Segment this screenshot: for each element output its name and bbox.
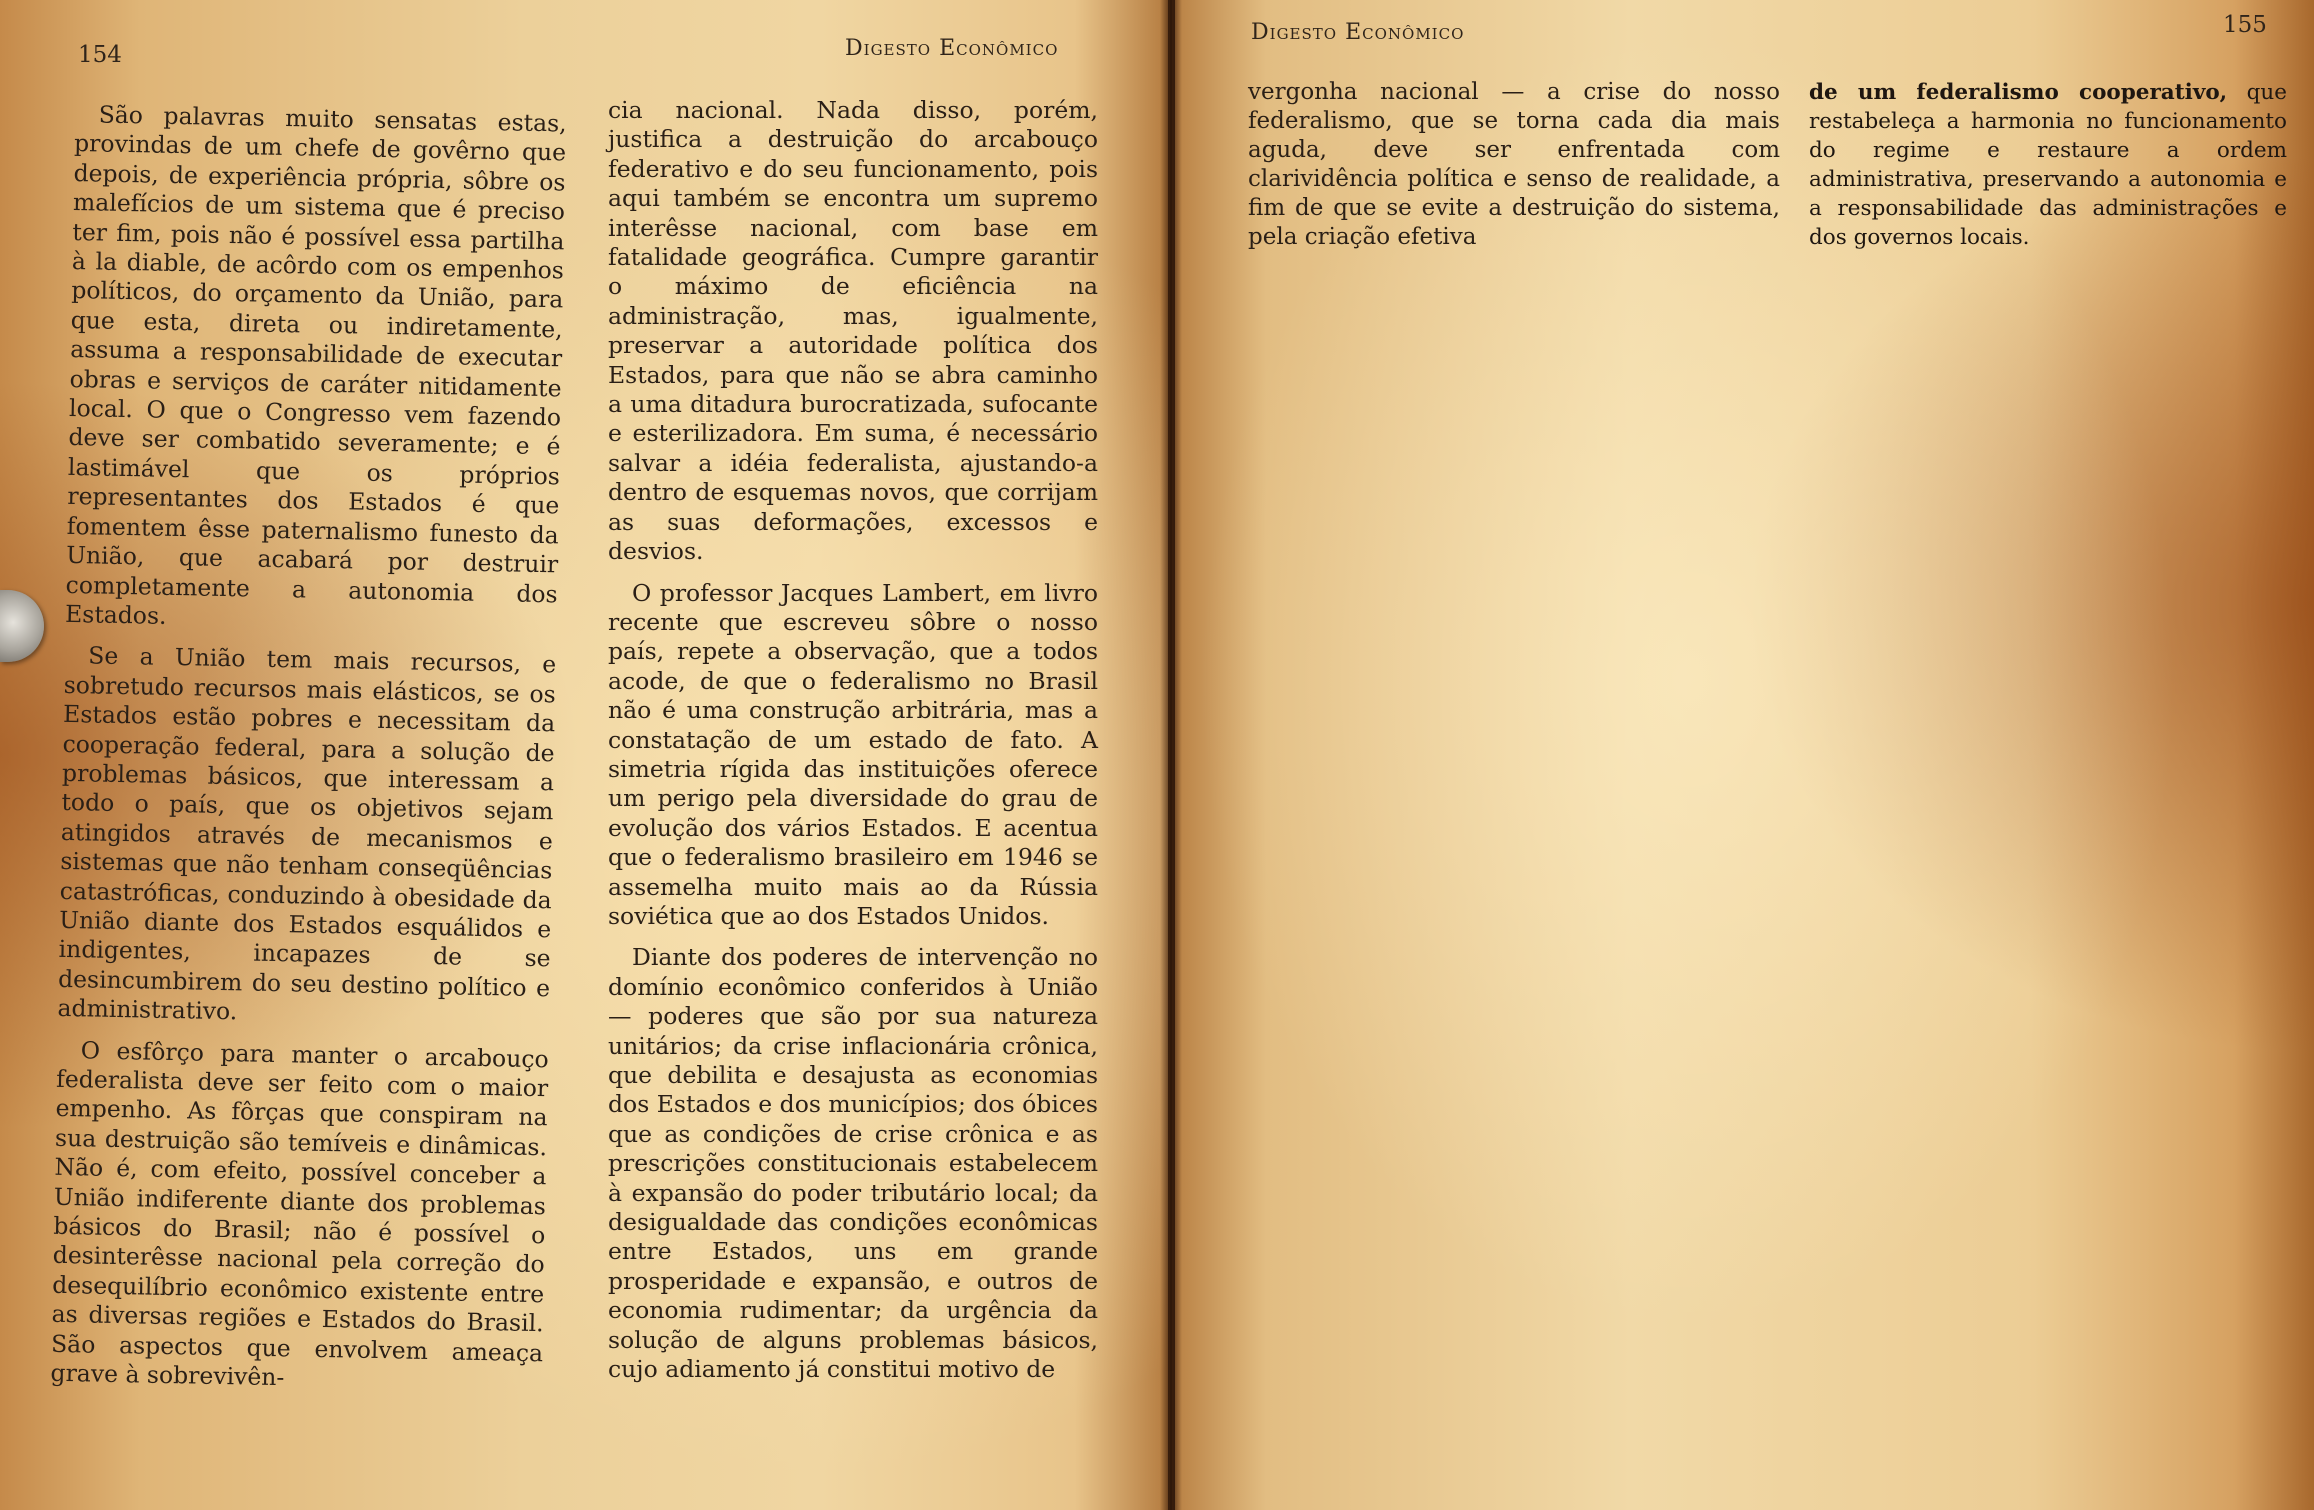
running-head-right: Digesto Econômico (1251, 20, 1465, 45)
book-gutter (1160, 0, 1182, 1510)
right-column-2 (1809, 78, 2287, 264)
paragraph-rest: que restabeleça a harmonia no funcionamento do regime e restaure a ordem administrativa, preservando a autonomia e a responsabilidade das administrações e dos governos locais. (1809, 80, 2287, 250)
paragraph: vergonha nacional — a crise do nosso federalismo, que se torna cada dia mais aguda, deve ser enfrentada com clarividência política e senso de realidade, a fim de que se evite a destruição do sistema, pela criação efetiva (1248, 79, 1780, 250)
right-page (1175, 0, 2314, 1510)
page-number-left: 154 (78, 42, 122, 68)
page-number-right: 155 (2223, 12, 2267, 38)
paragraph: São palavras muito sensatas estas, provindas de um chefe de govêrno que depois, de experiência própria, sôbre os malefícios de um sistema que é preciso ter fim, pois não é possível essa partilha à la diable, de acôrdo com os empenhos políticos, do orçamento da União, para que esta, direta ou indiretamente, assuma a responsabilidade de executar obras e serviços de caráter nitidamente local. O que o Congresso vem fazendo deve ser combatido severamente; e é lastimável que os próprios representantes dos Estados é que fomentem êsse paternalismo funesto da União, que acabará por destruir completamente a autonomia dos Estados. (64, 100, 567, 630)
paragraph (1809, 78, 2287, 252)
binding-ring-image (0, 590, 44, 662)
right-column-1 (1248, 78, 1780, 264)
paragraph: Diante dos poderes de intervenção no domínio econômico conferidos à União — poderes que são por sua natureza unitários; da crise inflacionária crônica, que debilita e desajusta as economias dos Estados e dos municípios; dos óbices que as condições de crise crônica e as prescrições constitucionais estabelecem à expansão do poder tributário local; da desigualdade das condições econômicas entre Estados, uns em grande prosperidade e expansão, e outros de economia rudimentar; da urgência da solução de alguns problemas básicos, cujo adiamento já constitui motivo de (608, 943, 1098, 1384)
bold-phrase: de um federalismo cooperativo, (1809, 80, 2228, 105)
left-column-1 (50, 100, 567, 1410)
left-column-2 (608, 96, 1098, 1396)
paragraph: cia nacional. Nada disso, porém, justifica a destruição do arcabouço federativo e do seu funcionamento, pois aqui também se encontra um supremo interêsse nacional, com base em fatalidade geográfica. Cumpre garantir o máximo de eficiência na administração, mas, igualmente, preservar a autoridade política dos Estados, para que não se abra caminho a uma ditadura burocratizada, sufocante e esterilizadora. Em suma, é necessário salvar a idéia federalista, ajustando-a dentro de esquemas novos, que corrijam as suas deformações, excessos e desvios. (608, 96, 1098, 566)
paragraph: Se a União tem mais recursos, e sobretudo recursos mais elásticos, se os Estados estão pobres e necessitam da cooperação federal, para a solução de problemas básicos, que interessam a todo o país, que os objetivos sejam atingidos através de mecanismos e sistemas que não tenham conseqüências catastróficas, conduzindo à obesidade da União diante dos Estados esquálidos e indigentes, incapazes de se desincumbirem do seu destino político e administrativo. (57, 641, 557, 1026)
paragraph: O esfôrço para manter o arcabouço federalista deve ser feito com o maior empenho. As fôrças que conspiram na sua destruição são temíveis e dinâmicas. Não é, com efeito, possível conceber a União indiferente diante dos problemas básicos do Brasil; não é possível o desinterêsse nacional pela correção do desequilíbrio econômico existente entre as diversas regiões e Estados do Brasil. São aspectos que envolvem ameaça grave à sobrevivên- (50, 1035, 549, 1392)
paragraph: O professor Jacques Lambert, em livro recente que escreveu sôbre o nosso país, repete a observação, que a todos acode, de que o federalismo no Brasil não é uma construção arbitrária, mas a constatação de um estado de fato. A simetria rígida das instituições oferece um perigo pela diversidade do grau de evolução dos vários Estados. E acentua que o federalismo brasileiro em 1946 se assemelha muito mais ao da Rússia soviética que ao dos Estados Unidos. (608, 578, 1098, 930)
running-head-left: Digesto Econômico (845, 36, 1059, 61)
